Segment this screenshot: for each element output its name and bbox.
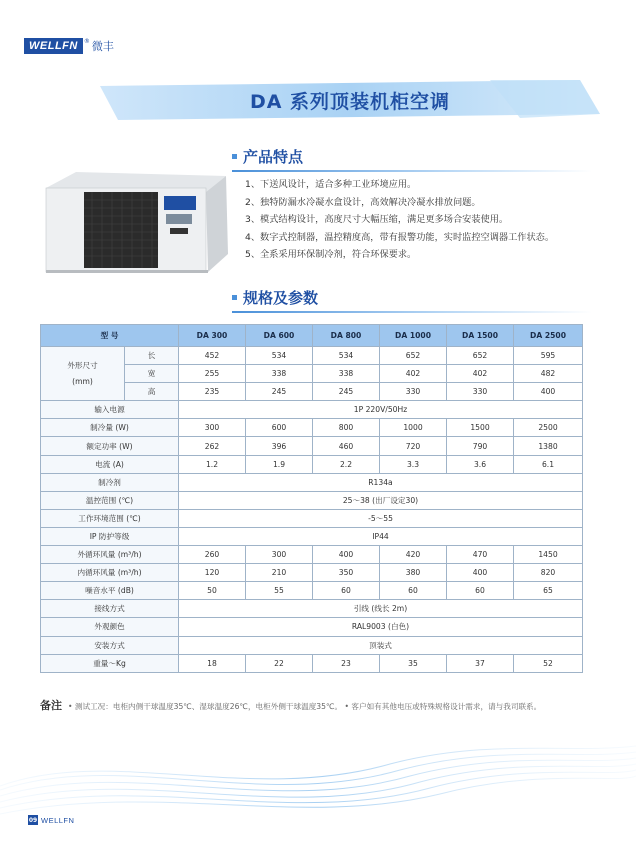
merged-cell: 25～38 (出厂设定30) [179, 491, 583, 509]
table-cell: 60 [313, 582, 380, 600]
table-row [41, 419, 583, 437]
table-cell: 330 [380, 383, 447, 401]
table-cell: 720 [380, 437, 447, 455]
table-cell: 400 [514, 383, 583, 401]
table-cell: 52 [514, 654, 583, 672]
row-label: 外循环风量 (m³/h) [41, 546, 179, 564]
logo-wordmark: WELLFN [24, 38, 83, 54]
feature-item: 5、全系采用环保制冷剂，符合环保要求。 [245, 249, 417, 260]
feature-item: 2、独特防漏水冷凝水盒设计，高效解决冷凝水排放问题。 [245, 196, 481, 208]
table-row [41, 455, 583, 473]
footer-brand: WELLFN [41, 815, 75, 825]
table-cell: 260 [179, 546, 246, 564]
row-label: 工作环境范围 (℃) [41, 509, 179, 527]
page-number: 09 [28, 816, 38, 824]
table-cell: 6.1 [514, 455, 583, 473]
table-cell: 338 [313, 365, 380, 383]
table-cell: 482 [514, 365, 583, 383]
header-model-label: 型 号 [41, 325, 179, 347]
table-cell: 235 [179, 383, 246, 401]
merged-cell: RAL9003 (白色) [179, 618, 583, 636]
feature-item: 3、模式结构设计，高度尺寸大幅压缩，满足更多场合安装使用。 [245, 214, 509, 225]
dims-label-line: 外形尺寸 [67, 360, 98, 370]
table-cell: 452 [179, 347, 246, 365]
table-row [41, 582, 583, 600]
table-row [41, 654, 583, 672]
table-cell: 2.2 [313, 455, 380, 473]
dims-sub-label: 长 [125, 347, 179, 365]
header-model: DA 1500 [447, 325, 514, 347]
feature-item: 1、下送风设计，适合多种工业环境应用。 [245, 179, 417, 190]
note-text: • 测试工况：电柜内侧干球温度35℃、湿球温度26℃，电柜外侧干球温度35℃。 • 客户如有其他电压或特殊规格设计需求，请与我司联系。 [68, 702, 542, 711]
table-cell: 55 [246, 582, 313, 600]
header-model: DA 300 [179, 325, 246, 347]
row-label: 温控范围 (℃) [41, 491, 179, 509]
page-title: DA 系列顶装机柜空调 [249, 91, 451, 113]
table-cell: 600 [246, 419, 313, 437]
table-cell: 35 [380, 654, 447, 672]
table-cell: 338 [246, 365, 313, 383]
table-header-row [41, 325, 583, 347]
table-cell: 400 [313, 546, 380, 564]
merged-cell: R134a [179, 473, 583, 491]
table-cell: 1450 [514, 546, 583, 564]
merged-cell: 1P 220V/50Hz [179, 401, 583, 419]
heading-underline [232, 170, 592, 172]
table-row [41, 636, 583, 654]
row-label: 额定功率 (W) [41, 437, 179, 455]
table-cell: 300 [179, 419, 246, 437]
table-cell: 400 [447, 564, 514, 582]
merged-cell: IP44 [179, 527, 583, 545]
table-row [41, 509, 583, 527]
table-row [41, 437, 583, 455]
specs-heading [232, 287, 318, 308]
row-label: 电流 (A) [41, 455, 179, 473]
table-row [41, 527, 583, 545]
table-cell: 18 [179, 654, 246, 672]
row-label: 制冷量 (W) [41, 419, 179, 437]
row-label: 安装方式 [41, 636, 179, 654]
table-cell: 820 [514, 564, 583, 582]
feature-item: 4、数字式控制器，温控精度高，带有报警功能，实时监控空调器工作状态。 [245, 231, 555, 243]
square-bullet-icon [232, 154, 237, 159]
decorative-waves [0, 730, 636, 820]
feature-list [245, 176, 605, 264]
table-cell: 396 [246, 437, 313, 455]
table-cell: 300 [246, 546, 313, 564]
heading-underline [232, 311, 592, 313]
table-cell: 402 [380, 365, 447, 383]
table-cell: 65 [514, 582, 583, 600]
table-cell: 380 [380, 564, 447, 582]
table-cell: 3.3 [380, 455, 447, 473]
header-model: DA 800 [313, 325, 380, 347]
dims-sub-label: 高 [125, 383, 179, 401]
footnote [40, 697, 541, 713]
header-model: DA 1000 [380, 325, 447, 347]
row-label: 制冷剂 [41, 473, 179, 491]
table-cell: 245 [246, 383, 313, 401]
note-label: 备注 [40, 699, 62, 712]
features-heading-text: 产品特点 [243, 148, 304, 166]
table-cell: 330 [447, 383, 514, 401]
dims-label [41, 347, 125, 401]
dims-sub-label: 宽 [125, 365, 179, 383]
table-cell: 595 [514, 347, 583, 365]
table-cell: 2500 [514, 419, 583, 437]
table-cell: 22 [246, 654, 313, 672]
logo-registered-mark: ® [83, 38, 90, 45]
row-label: IP 防护等级 [41, 527, 179, 545]
table-cell: 60 [380, 582, 447, 600]
title-banner [100, 80, 600, 120]
table-cell: 60 [447, 582, 514, 600]
table-cell: 3.6 [447, 455, 514, 473]
table-cell: 652 [447, 347, 514, 365]
merged-cell: 顶装式 [179, 636, 583, 654]
row-label: 接线方式 [41, 600, 179, 618]
table-cell: 350 [313, 564, 380, 582]
table-cell: 534 [313, 347, 380, 365]
table-row [41, 491, 583, 509]
table-cell: 120 [179, 564, 246, 582]
dims-label-unit: (mm) [72, 376, 93, 386]
spec-table [40, 324, 583, 673]
table-row [41, 546, 583, 564]
table-cell: 420 [380, 546, 447, 564]
table-cell: 210 [246, 564, 313, 582]
table-cell: 1380 [514, 437, 583, 455]
row-label: 噪音水平 (dB) [41, 582, 179, 600]
product-image [36, 166, 231, 284]
page-footer [28, 815, 74, 825]
table-cell: 1000 [380, 419, 447, 437]
table-cell: 255 [179, 365, 246, 383]
row-label: 内循环风量 (m³/h) [41, 564, 179, 582]
table-row [41, 618, 583, 636]
table-cell: 262 [179, 437, 246, 455]
table-cell: 50 [179, 582, 246, 600]
table-row [41, 600, 583, 618]
table-row [41, 564, 583, 582]
table-cell: 1500 [447, 419, 514, 437]
table-cell: 37 [447, 654, 514, 672]
table-cell: 245 [313, 383, 380, 401]
table-cell: 1.2 [179, 455, 246, 473]
table-cell: 1.9 [246, 455, 313, 473]
header-model: DA 2500 [514, 325, 583, 347]
table-cell: 800 [313, 419, 380, 437]
table-cell: 470 [447, 546, 514, 564]
row-label: 重量～Kg [41, 654, 179, 672]
table-cell: 402 [447, 365, 514, 383]
table-row [41, 473, 583, 491]
row-label: 输入电源 [41, 401, 179, 419]
table-cell: 534 [246, 347, 313, 365]
table-cell: 790 [447, 437, 514, 455]
table-cell: 23 [313, 654, 380, 672]
air-conditioner-icon [36, 166, 231, 284]
header-model: DA 600 [246, 325, 313, 347]
merged-cell: -5～55 [179, 509, 583, 527]
merged-cell: 引线 (线长 2m) [179, 600, 583, 618]
table-cell: 460 [313, 437, 380, 455]
table-cell: 652 [380, 347, 447, 365]
brand-logo [24, 38, 114, 54]
table-row [41, 347, 583, 365]
features-heading [232, 146, 303, 167]
specs-heading-text: 规格及参数 [243, 289, 319, 307]
table-row [41, 401, 583, 419]
square-bullet-icon [232, 295, 237, 300]
row-label: 外观颜色 [41, 618, 179, 636]
logo-chinese-name: 微丰 [91, 40, 114, 53]
